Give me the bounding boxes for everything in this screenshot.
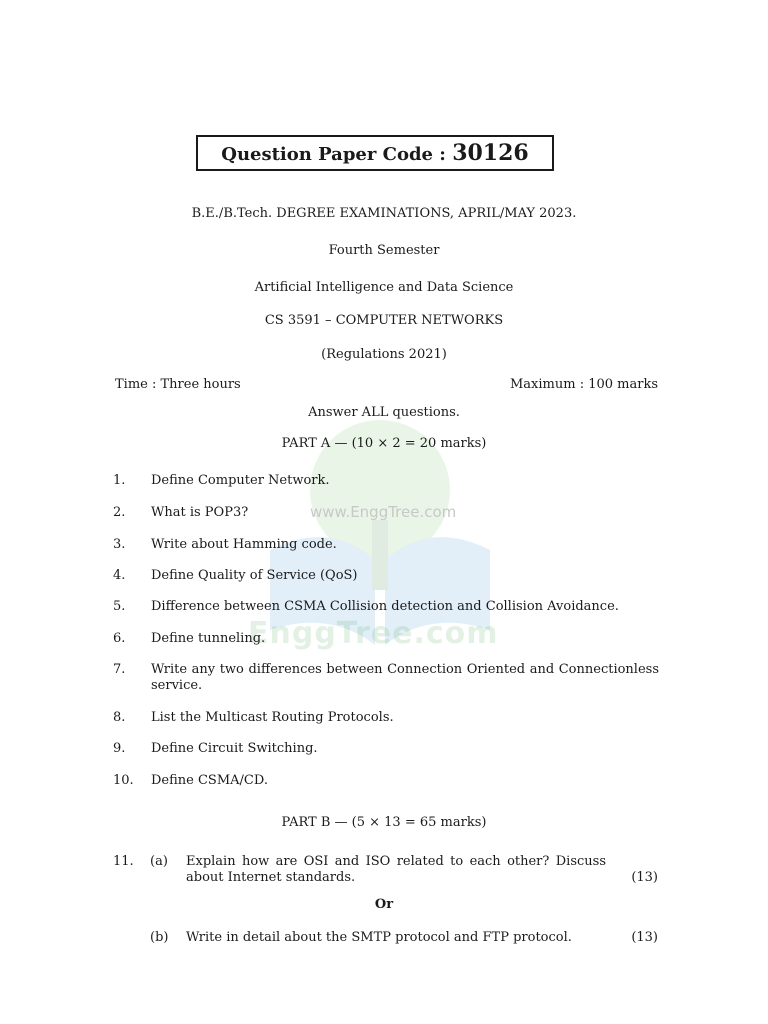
question-text: Define Circuit Switching. (151, 741, 318, 756)
question-number: 9. (113, 741, 126, 756)
paper-code-label: Question Paper Code : (221, 144, 453, 165)
question-text: Define Computer Network. (151, 473, 330, 488)
marks-label: (13) (631, 870, 658, 885)
instruction: Answer ALL questions. (308, 405, 460, 420)
question-text: Define tunneling. (151, 631, 266, 646)
question-text: Difference between CSMA Collision detection and Collision Avoidance. (151, 599, 619, 614)
or-separator: Or (374, 897, 394, 912)
question-number: 7. (113, 662, 126, 677)
question-number: 6. (113, 631, 126, 646)
sub-question-text: Explain how are OSI and ISO related to each other? Discuss about Internet standards. (186, 854, 606, 885)
marks-label: (13) (631, 930, 658, 945)
question-number: 4. (113, 568, 126, 583)
question-number: 1. (113, 473, 126, 488)
sub-question-text: Write in detail about the SMTP protocol and FTP protocol. (186, 930, 572, 945)
question-number: 8. (113, 710, 126, 725)
watermark-brand: EnggTree.com (248, 616, 499, 651)
question-number: 3. (113, 537, 126, 552)
question-text: Write about Hamming code. (151, 537, 337, 552)
time-allowed: Time : Three hours (115, 377, 241, 392)
maximum-marks: Maximum : 100 marks (509, 377, 658, 392)
question-number: 10. (113, 773, 134, 788)
question-text: What is POP3? (151, 505, 249, 520)
department: Artificial Intelligence and Data Science (254, 280, 514, 295)
regulations: (Regulations 2021) (321, 347, 447, 362)
part-b-heading: PART B — (5 × 13 = 65 marks) (281, 815, 487, 830)
course-title: CS 3591 – COMPUTER NETWORKS (264, 313, 504, 328)
paper-code-number: 30126 (452, 140, 529, 166)
semester: Fourth Semester (328, 243, 440, 258)
question-text: Define Quality of Service (QoS) (151, 568, 358, 583)
question-number: 5. (113, 599, 126, 614)
question-number: 11. (113, 854, 134, 869)
question-number: 2. (113, 505, 126, 520)
exam-title: B.E./B.Tech. DEGREE EXAMINATIONS, APRIL/MAY 2023. (191, 206, 577, 221)
sub-question-label: (b) (150, 930, 169, 945)
question-text: Write any two differences between Connection Oriented and Connectionless service. (151, 662, 659, 693)
question-text: Define CSMA/CD. (151, 773, 268, 788)
question-text: List the Multicast Routing Protocols. (151, 710, 394, 725)
sub-question-label: (a) (150, 854, 168, 869)
watermark-url: www.EnggTree.com (310, 503, 457, 521)
question-paper-code-box (196, 135, 554, 171)
part-a-heading: PART A — (10 × 2 = 20 marks) (281, 436, 487, 451)
